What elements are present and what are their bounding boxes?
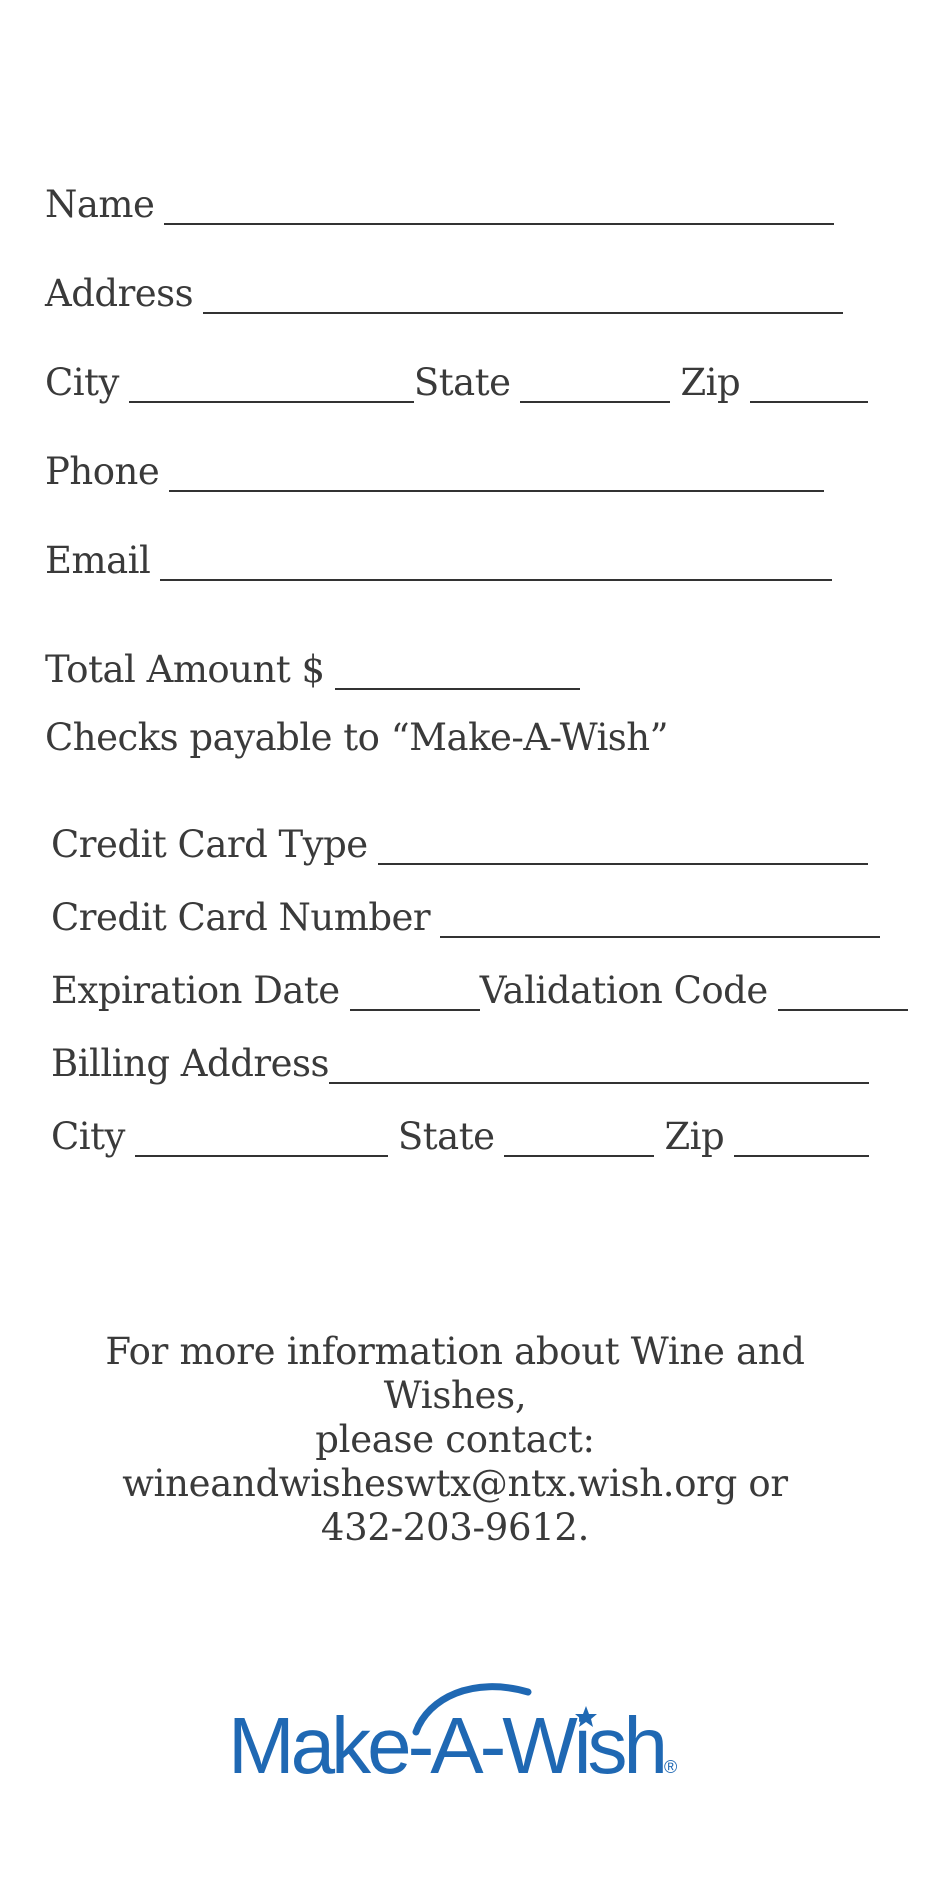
validation-field[interactable] [778,979,908,1011]
billing-zip-label: Zip [664,1115,725,1158]
card-type-row [51,823,868,866]
billing-address-label: Billing Address [51,1042,329,1085]
logo-text: Make-A-Wish [228,1701,665,1790]
address-label: Address [45,272,194,315]
name-row [45,183,834,226]
billing-city-label: City [51,1115,125,1158]
address-row [45,272,843,315]
total-amount-row [45,648,580,691]
info-line-2: please contact: [315,1418,595,1461]
contact-info [40,1330,870,1550]
zip-label: Zip [680,361,741,404]
billing-state-label: State [397,1115,495,1158]
expiration-field[interactable] [350,979,480,1011]
checks-payable-note: Checks payable to “Make-A-Wish” [45,716,669,759]
address-field[interactable] [203,282,843,314]
email-field[interactable] [160,549,832,581]
billing-city-field[interactable] [135,1125,388,1157]
card-number-label: Credit Card Number [51,896,431,939]
total-amount-label: Total Amount $ [45,648,325,691]
registered-mark: ® [664,1757,678,1777]
info-phone-line: 432-203-9612. [320,1506,590,1549]
billing-address-row [51,1042,869,1085]
city-field[interactable] [129,371,414,403]
phone-label: Phone [45,450,160,493]
make-a-wish-logo [228,1668,698,1788]
total-amount-field[interactable] [335,658,580,690]
expiration-label: Expiration Date [51,969,340,1012]
info-line-1: For more information about Wine and Wishes, [105,1330,805,1417]
billing-state-field[interactable] [504,1125,654,1157]
name-label: Name [45,183,155,226]
state-field[interactable] [520,371,670,403]
card-type-label: Credit Card Type [51,823,368,866]
card-number-row [51,896,880,939]
email-label: Email [45,539,151,582]
billing-city-state-zip-row [51,1115,869,1158]
phone-row [45,450,824,493]
validation-label: Validation Code [479,969,768,1012]
name-field[interactable] [164,193,834,225]
card-number-field[interactable] [440,906,880,938]
billing-address-field[interactable] [329,1052,869,1084]
zip-field[interactable] [750,371,868,403]
billing-zip-field[interactable] [734,1125,869,1157]
info-email-line: wineandwisheswtx@ntx.wish.org or [122,1462,788,1505]
email-row [45,539,832,582]
phone-field[interactable] [169,460,824,492]
expiration-validation-row [51,969,908,1012]
city-label: City [45,361,119,404]
logo-wordmark [228,1701,678,1790]
card-type-field[interactable] [378,833,868,865]
city-state-zip-row [45,361,868,404]
state-label: State [413,361,511,404]
